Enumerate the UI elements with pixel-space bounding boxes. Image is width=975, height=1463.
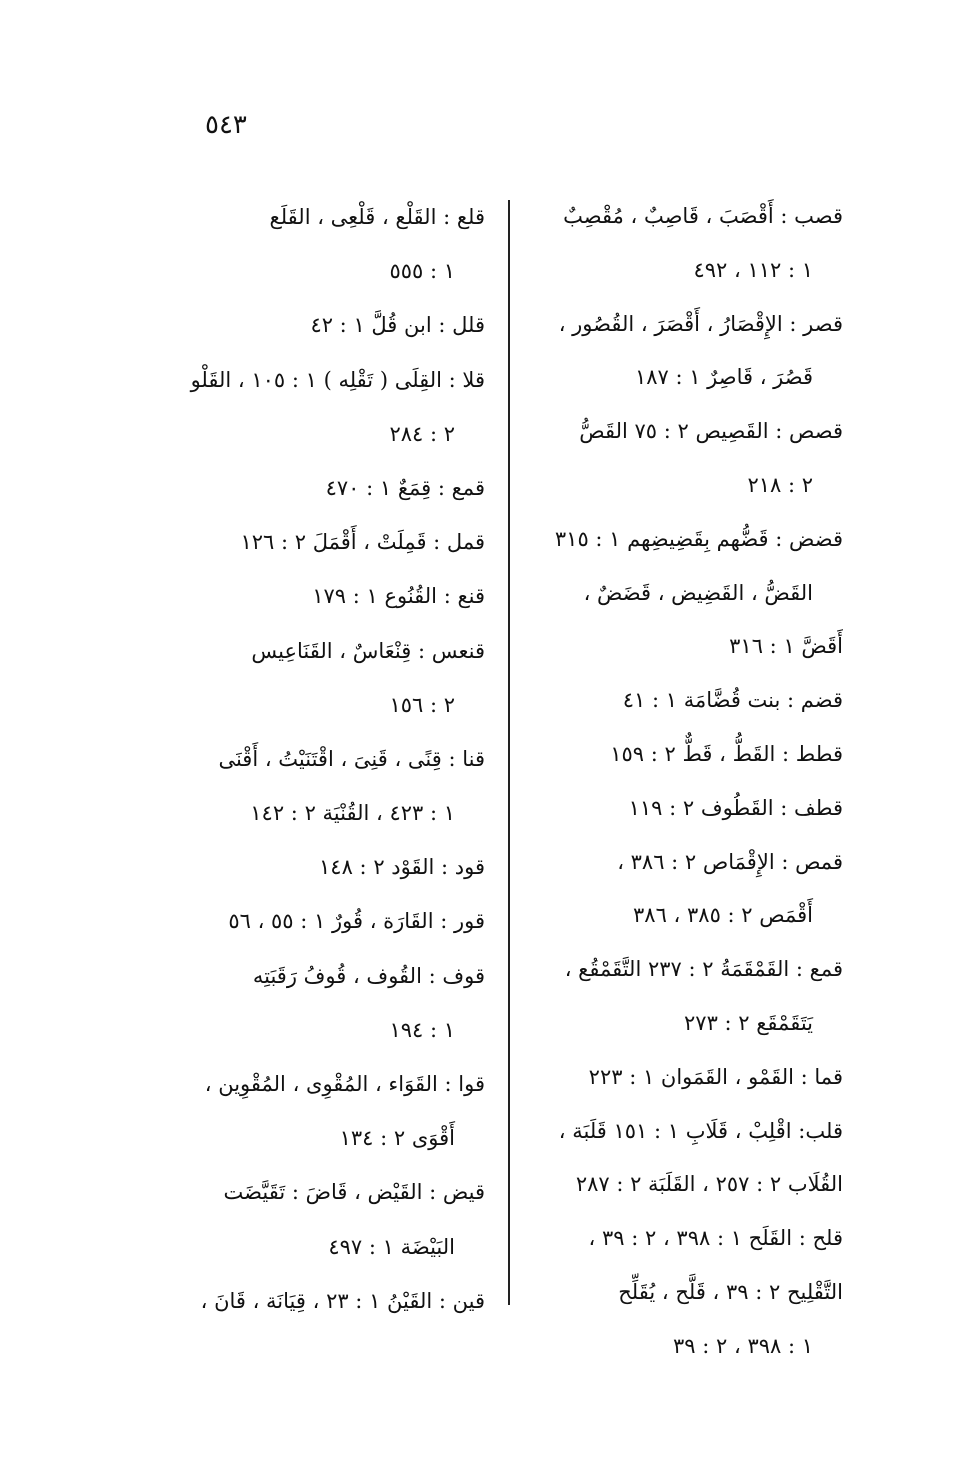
index-line: التَّقْلِيح ٢ : ٣٩ ، قَلَّح ، يُقَلِّح [618,1279,843,1304]
index-line: قطف : القَطُوف ٢ : ١١٩ [628,795,843,820]
index-line: قمل : قَمِلَتْ ، أَقْمَلَ ٢ : ١٢٦ [240,530,485,555]
index-line: ١ : ٣٩٨ ، ٢ : ٣٩ [673,1333,813,1358]
index-line: قضض : قَضُّهم بِقَضِيضِهم ١ : ٣١٥ [554,526,843,551]
index-line: ١ : ١١٢ ، ٤٩٢ [693,257,813,282]
index-line: قلا : القِلَى ( تَقْلِه ) ١ : ١٠٥ ، القَلْو [190,367,485,392]
index-line: قنا : قِنًى ، قَنِىَ ، اقْتَنَيْتُ ، أَقْنَى [218,746,485,771]
index-line: قصب : أَقْصَبَ ، قَاصِبٌ ، مُقْصِبٌ [563,204,843,228]
index-line: قنعس : قِنْعَاسٌ ، القَنَاعِيس [251,638,485,663]
index-line: ١ : ٥٥٥ [389,259,455,284]
index-line: قما : القَمْو ، القَمَوان ١ : ٢٢٣ [588,1064,843,1089]
index-line: أَقْوَى ٢ : ١٣٤ [339,1126,455,1151]
right-column [508,190,843,1374]
index-line: القَضُّ ، القَضِيض ، قَضَضٌ ، [583,580,813,605]
index-line: قلب: اقْلِبْ ، قَلَابِ ١ : ١٥١ قَلَبَة ، [558,1118,843,1143]
index-line: أَقْمَص ٢ : ٣٨٥ ، ٣٨٦ [633,903,813,928]
index-line: ٢ : ٢٨٤ [389,421,455,446]
index-line: قمص : الإِقْمَاص ٢ : ٣٨٦ ، [617,849,843,874]
index-line: قلح : القَلَح ١ : ٣٩٨ ، ٢ : ٣٩ ، [588,1226,843,1251]
index-line: قصر : الإِقْصَارُ ، أَقْصَرَ ، القُصُور ، [558,311,843,336]
index-line: يَتَقَمْقَع ٢ : ٢٧٣ [684,1010,813,1035]
index-line: القُلَاب ٢ : ٢٥٧ ، القَلَبَة ٢ : ٢٨٧ [575,1172,843,1197]
index-line: قين : القَيْنُ ١ : ٢٣ ، قِيَانَة ، قَانَ ، [200,1288,485,1313]
index-line: ١ : ١٩٤ [389,1017,455,1042]
index-line: قطط : القَطُّ ، قَطٌّ ٢ : ١٥٩ [610,741,843,766]
index-line: قنع : القُنُوع ١ : ١٧٩ [312,584,485,609]
page-number: ٥٤٣ [205,110,247,140]
index-line: أَقَضَّ ١ : ٣١٦ [729,634,843,659]
left-column [150,190,485,1328]
index-line: قوا : القَوَاء ، المُقْوِى ، المُقْوِين ، [204,1072,485,1096]
index-line: قلل : ابن قُلَّ ١ : ٤٢ [310,313,485,338]
index-line: قوف : القُوف ، قُوفُ رَقَبَتِه [252,963,485,988]
index-line: قَصُرَ ، قَاصِرٌ ١ : ١٨٧ [634,365,813,390]
index-line: قضم : بنت قُضَّامَة ١ : ٤١ [622,688,843,713]
index-line: قور : القَارَة ، قُورٌ ١ : ٥٥ ، ٥٦ [228,909,485,934]
index-line: ٢ : ٢١٨ [747,472,813,497]
index-line: قمع : القَمْقَمَةُ ٢ : ٢٣٧ التَّقَمْقُع ، [564,957,843,982]
index-line: ١ : ٤٢٣ ، القُنْيَة ٢ : ١٤٢ [250,801,455,826]
index-line: ٢ : ١٥٦ [389,692,455,717]
index-line: قلع : القَلْع ، قَلْعِى ، القَلَع [269,205,485,229]
index-line: البَيْضَة ١ : ٤٩٧ [328,1234,455,1259]
index-line: قود : القَوْد ٢ : ١٤٨ [319,855,485,880]
column-divider [508,200,510,1305]
index-line: قمع : قِمَعٌ ١ : ٤٧٠ [325,475,485,500]
index-line: قيض : القَيْض ، قَاضَ : تَقَيَّضَت [223,1180,485,1205]
index-line: قصص : القَصِيص ٢ : ٧٥ القَصُّ [579,419,843,444]
